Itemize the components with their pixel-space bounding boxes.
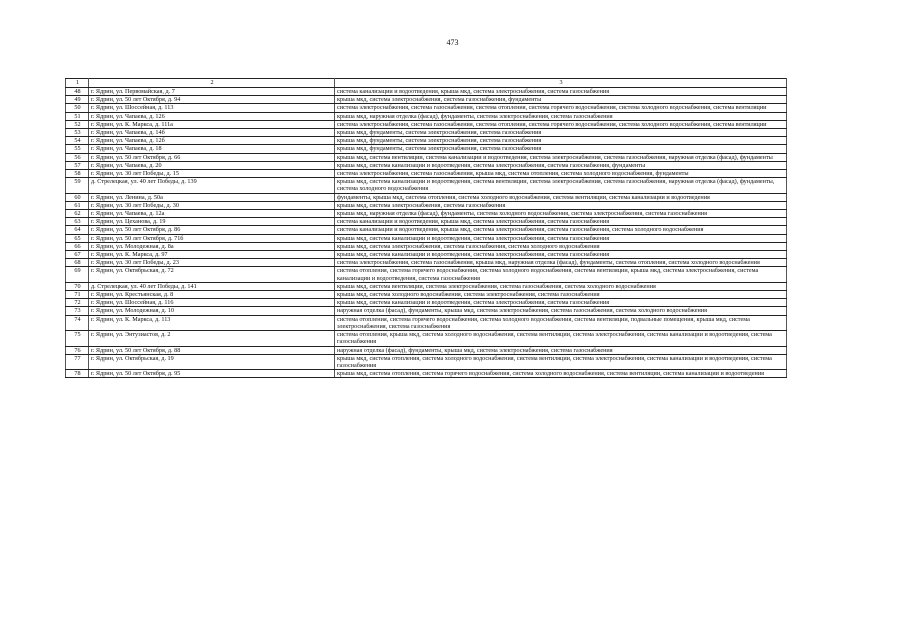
row-number: 71 [66,291,89,299]
row-address: г. Ядрин, ул. К. Маркса, д. 97 [89,251,335,259]
table-row [66,259,787,267]
row-systems: система отопления, система горячего водоснабжения, система холодного водоснабжения, система вентиляции, подвальные помещения, крыша мкд, система электроснабжения, система газоснабжения [335,315,787,330]
row-address: г. Ядрин, ул. Чапаева, д. 20 [89,161,335,169]
row-address: г. Ядрин, ул. Чапаева, д. 12б [89,137,335,145]
row-address: г. Ядрин, ул. 50 лет Октября, д. 71б [89,234,335,242]
row-systems: система электроснабжения, система газоснабжения, крыша мкд, система отопления, система холодного водоснабжения, фундаменты [335,170,787,178]
row-systems: крыша мкд, система отопления, система горячего водоснабжения, система холодного водоснабжения, система вентиляции, система канализации и водоотведения [335,370,787,378]
row-number: 69 [66,267,89,282]
table-row [66,299,787,307]
row-number: 64 [66,226,89,234]
column-header-number: 1 [66,79,89,88]
row-number: 55 [66,145,89,153]
row-address: г. Ядрин, ул. 50 лет Октября, д. 88 [89,346,335,354]
table-row [66,307,787,315]
row-systems: крыша мкд, система отопления, система холодного водоснабжения, система вентиляции, система электроснабжения, система канализации и водоотведения, система газоснабжения [335,354,787,369]
table-row [66,267,787,282]
table-row [66,251,787,259]
row-number: 67 [66,251,89,259]
row-systems: крыша мкд, система канализации и водоотведения, система электроснабжения, система газоснабжения [335,234,787,242]
row-address: г. Ядрин, ул. Чапаева, д. 126 [89,112,335,120]
row-systems: крыша мкд, фундаменты, система электроснабжения, система газоснабжения [335,137,787,145]
row-systems: крыша мкд, система вентиляции, система канализации и водоотведения, система электроснабжения, система газоснабжения, наружная отделка (фасад), фундаменты [335,153,787,161]
row-address: г. Ядрин, ул. 30 лет Победы, д. 30 [89,201,335,209]
row-number: 50 [66,104,89,112]
row-address: г. Ядрин, ул. 50 лет Октября, д. 95 [89,370,335,378]
row-number: 49 [66,96,89,104]
row-address: г. Ядрин, ул. Ленина, д. 50а [89,193,335,201]
table-row [66,161,787,169]
row-address: г. Ядрин, ул. 30 лет Победы, д. 23 [89,259,335,267]
row-address: д. Стрелецкая, ул. 40 лет Победы, д. 141 [89,282,335,290]
table-body [66,88,787,378]
table-row [66,120,787,128]
row-number: 68 [66,259,89,267]
row-number: 70 [66,282,89,290]
row-number: 74 [66,315,89,330]
row-number: 58 [66,170,89,178]
table-row [66,242,787,250]
row-number: 75 [66,331,89,346]
row-address: г. Ядрин, ул. Молодежная, д. 10 [89,307,335,315]
row-number: 54 [66,137,89,145]
row-number: 77 [66,354,89,369]
buildings-table [65,78,787,378]
row-systems: система электроснабжения, система газоснабжения, крыша мкд, наружная отделка (фасад), фундаменты, система отопления, система холодного водоснабжения [335,259,787,267]
table-row [66,153,787,161]
row-number: 57 [66,161,89,169]
row-number: 61 [66,201,89,209]
row-address: г. Ядрин, ул. Крестьянская, д. 8 [89,291,335,299]
row-systems: система канализации и водоотведения, крыша мкд, система электроснабжения, система газоснабжения [335,88,787,96]
row-number: 52 [66,120,89,128]
row-address: г. Ядрин, ул. Цеханова, д. 19 [89,218,335,226]
table-row [66,218,787,226]
table-row [66,178,787,193]
row-systems: система электроснабжения, система газоснабжения, система отопления, система горячего водоснабжения, система холодного водоснабжения, система вентиляции [335,120,787,128]
row-address: г. Ядрин, ул. 30 лет Победы, д. 15 [89,170,335,178]
table-row [66,201,787,209]
row-systems: крыша мкд, система электроснабжения, система газоснабжения [335,201,787,209]
column-header-address: 2 [89,79,335,88]
row-systems: крыша мкд, фундаменты, система электроснабжения, система газоснабжения [335,129,787,137]
row-systems: крыша мкд, система электроснабжения, система газоснабжения, фундаменты [335,96,787,104]
row-number: 56 [66,153,89,161]
page-number: 473 [446,38,459,47]
row-number: 62 [66,210,89,218]
row-number: 73 [66,307,89,315]
table-row [66,282,787,290]
row-address: г. Ядрин, ул. Шоссейная, д. 116 [89,299,335,307]
row-address: г. Ядрин, ул. 50 лет Октября, д. 86 [89,226,335,234]
row-systems: крыша мкд, наружная отделка (фасад), фундаменты, система холодного водоснабжения, система электроснабжения, система газоснабжения [335,210,787,218]
row-address: д. Стрелецкая, ул. 40 лет Победы, д. 139 [89,178,335,193]
row-address: г. Ядрин, ул. Энтузиастов, д. 2 [89,331,335,346]
row-address: г. Ядрин, ул. Первомайская, д. 7 [89,88,335,96]
row-systems: система канализации и водоотведения, крыша мкд, система электроснабжения, система газоснабжения, система холодного водоснабжения [335,226,787,234]
row-systems: крыша мкд, фундаменты, система электроснабжения, система газоснабжения [335,145,787,153]
table-row [66,104,787,112]
row-address: г. Ядрин, ул. 50 лет Октября, д. 66 [89,153,335,161]
row-number: 65 [66,234,89,242]
table-row [66,226,787,234]
row-systems: крыша мкд, система вентиляции, система электроснабжения, система газоснабжения, система холодного водоснабжения [335,282,787,290]
table-row [66,170,787,178]
row-address: г. Ядрин, ул. 50 лет Октября, д. 94 [89,96,335,104]
row-address: г. Ядрин, ул. Чапаева, д. 12а [89,210,335,218]
row-number: 60 [66,193,89,201]
table-row [66,331,787,346]
table-row [66,137,787,145]
row-systems: фундаменты, крыша мкд, система отопления, система холодного водоснабжения, система вентиляции, система канализации и водоотведения [335,193,787,201]
row-number: 59 [66,178,89,193]
row-number: 48 [66,88,89,96]
row-systems: система отопления, крыша мкд, система холодного водоснабжения, система вентиляции, система электроснабжения, система канализации и водоотведения, система газоснабжения [335,331,787,346]
table-row [66,346,787,354]
row-systems: система отопления, система горячего водоснабжения, система холодного водоснабжения, система вентиляции, крыша мкд, система электроснабжения, система канализации и водоотведения, система газоснабжения [335,267,787,282]
row-number: 51 [66,112,89,120]
row-number: 78 [66,370,89,378]
row-address: г. Ядрин, ул. Шоссейная, д. 113 [89,104,335,112]
table-row [66,315,787,330]
table-row [66,354,787,369]
table-row [66,129,787,137]
table-header-row [66,79,787,88]
row-address: г. Ядрин, ул. Октябрьская, д. 72 [89,267,335,282]
row-systems: крыша мкд, наружная отделка (фасад), фундаменты, система электроснабжения, система газоснабжения [335,112,787,120]
table-row [66,210,787,218]
row-systems: крыша мкд, система канализации и водоотведения, система электроснабжения, система газоснабжения [335,251,787,259]
row-systems: система электроснабжения, система газоснабжения, система отопления, система горячего водоснабжения, система холодного водоснабжения, система вентиляции [335,104,787,112]
table-row [66,291,787,299]
table-row [66,96,787,104]
row-systems: система канализации и водоотведения, крыша мкд, система электроснабжения, система газоснабжения [335,218,787,226]
row-number: 53 [66,129,89,137]
table-row [66,370,787,378]
row-address: г. Ядрин, ул. Чапаева, д. 18 [89,145,335,153]
table-row [66,145,787,153]
table-row [66,193,787,201]
row-address: г. Ядрин, ул. Молодежная, д. 8а [89,242,335,250]
row-systems: крыша мкд, система канализации и водоотведения, система электроснабжения, система газоснабжения, фундаменты [335,161,787,169]
row-systems: наружная отделка (фасад), фундаменты, крыша мкд, система электроснабжения, система газоснабжения [335,346,787,354]
row-address: г. Ядрин, ул. К. Маркса, д. 111а [89,120,335,128]
row-number: 76 [66,346,89,354]
row-systems: крыша мкд, система холодного водоснабжения, система электроснабжения, система газоснабжения [335,291,787,299]
row-systems: крыша мкд, система электроснабжения, система газоснабжения, система холодного водоснабжения [335,242,787,250]
column-header-systems: 3 [335,79,787,88]
row-number: 72 [66,299,89,307]
row-systems: крыша мкд, система канализации и водоотведения, система электроснабжения, система газоснабжения [335,299,787,307]
table-row [66,234,787,242]
table-row [66,88,787,96]
row-number: 66 [66,242,89,250]
row-address: г. Ядрин, ул. Чапаева, д. 14б [89,129,335,137]
row-systems: крыша мкд, система канализации и водоотведения, система вентиляции, система электроснабжения, система газоснабжения, наружная отделка (фасад), фундаменты, система холодного водоснабжения [335,178,787,193]
row-number: 63 [66,218,89,226]
row-systems: наружная отделка (фасад), фундаменты, крыша мкд, система электроснабжения, система газоснабжения, система холодного водоснабжения [335,307,787,315]
row-address: г. Ядрин, ул. Октябрьская, д. 19 [89,354,335,369]
row-address: г. Ядрин, ул. К. Маркса, д. 113 [89,315,335,330]
table-row [66,112,787,120]
